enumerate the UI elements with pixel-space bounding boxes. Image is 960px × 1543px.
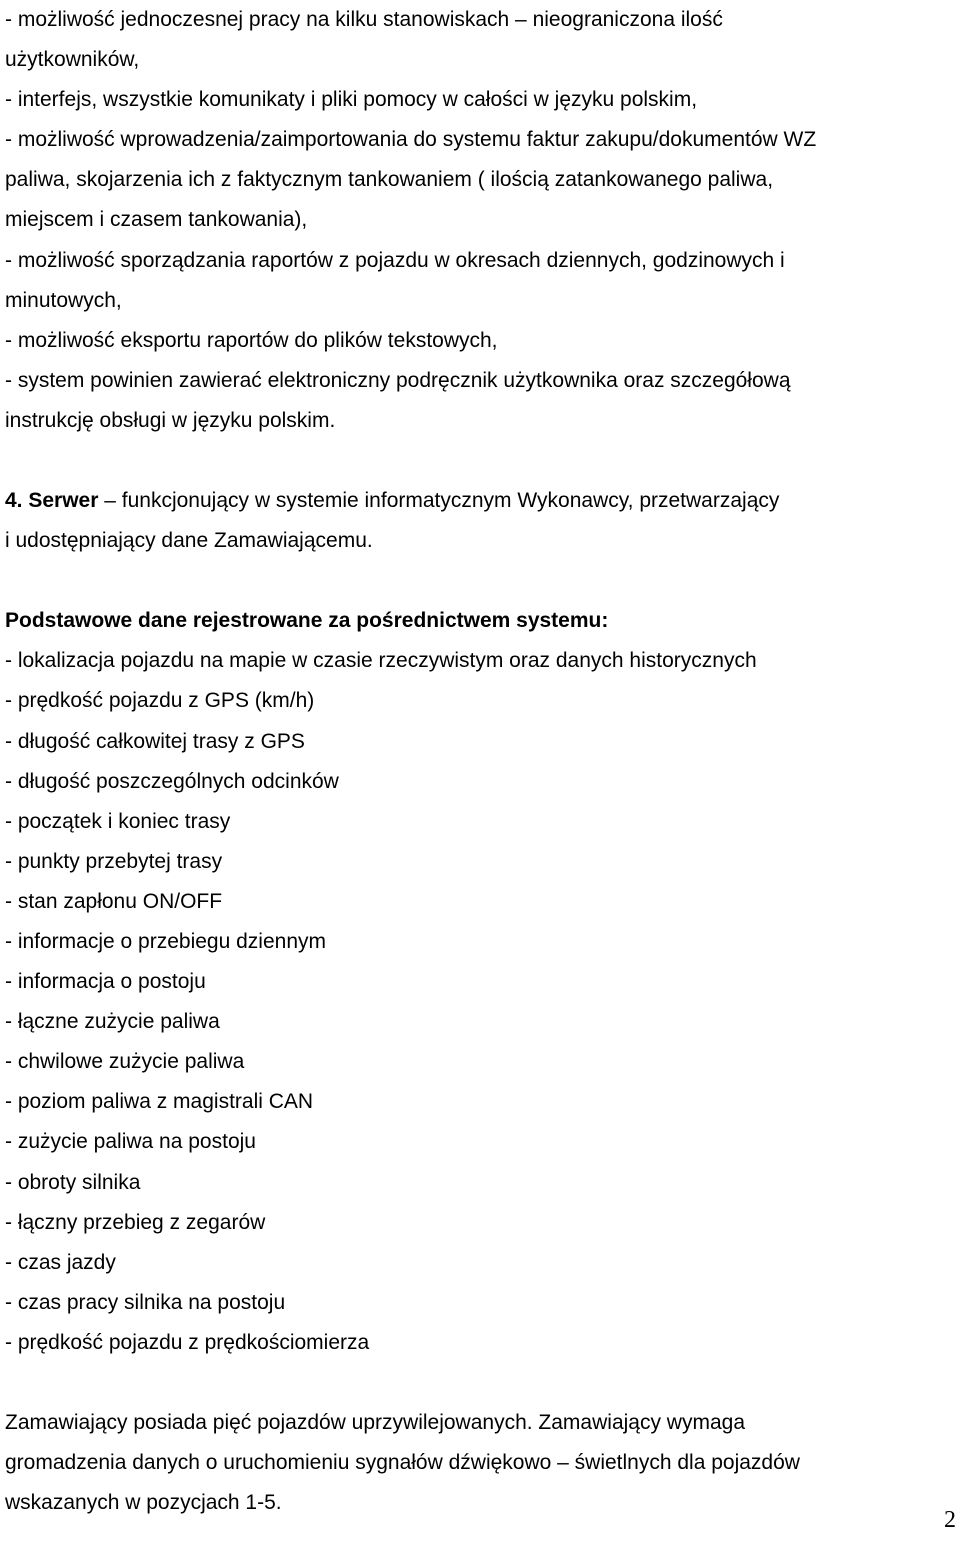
page-number: 2 — [944, 1507, 956, 1533]
intro-list — [5, 0, 950, 441]
list-item: - punkty przebytej trasy — [5, 849, 223, 873]
list-item: - informacje o przebiegu dziennym — [5, 929, 326, 953]
intro-line: - interfejs, wszystkie komunikaty i pliki pomocy w całości w języku polskim, — [5, 88, 698, 112]
intro-line: - możliwość sporządzania raportów z pojazdu w okresach dziennych, godzinowych i — [5, 248, 785, 272]
intro-line: minutowych, — [5, 288, 122, 312]
list-item: - początek i koniec trasy — [5, 809, 231, 833]
intro-line: - możliwość jednoczesnej pracy na kilku stanowiskach – nieograniczona ilość — [5, 8, 723, 31]
list-item: - długość poszczególnych odcinków — [5, 769, 339, 793]
spacer — [5, 561, 950, 601]
spacer — [5, 441, 950, 481]
server-text-1: – funkcjonujący w systemie informatycznym Wykonawcy, przetwarzający — [98, 489, 780, 513]
list-item: - obroty silnika — [5, 1170, 141, 1194]
closing-line: wskazanych w pozycjach 1-5. — [5, 1491, 282, 1515]
intro-line: paliwa, skojarzenia ich z faktycznym tankowaniem ( ilością zatankowanego paliwa, — [5, 168, 774, 192]
list-item: - chwilowe zużycie paliwa — [5, 1050, 245, 1074]
intro-line: - możliwość wprowadzenia/zaimportowania do systemu faktur zakupu/dokumentów WZ — [5, 128, 817, 152]
intro-line: instrukcję obsługi w języku polskim. — [5, 408, 336, 432]
intro-line: użytkowników, — [5, 48, 140, 72]
section-heading: Podstawowe dane rejestrowane za pośrednictwem systemu: — [5, 609, 609, 633]
list-item: - informacja o postoju — [5, 970, 206, 994]
intro-line: - możliwość eksportu raportów do plików tekstowych, — [5, 328, 498, 352]
intro-line: miejscem i czasem tankowania), — [5, 208, 308, 232]
closing-line: gromadzenia danych o uruchomieniu sygnałów dźwiękowo – świetlnych dla pojazdów — [5, 1451, 800, 1475]
list-item: - czas pracy silnika na postoju — [5, 1290, 286, 1314]
intro-line: - system powinien zawierać elektroniczny podręcznik użytkownika oraz szczegółową — [5, 368, 791, 392]
server-line-2: i udostępniający dane Zamawiającemu. — [5, 529, 373, 553]
document-page — [5, 0, 950, 1523]
list-item: - łączny przebieg z zegarów — [5, 1210, 266, 1234]
server-line-1 — [5, 481, 950, 521]
registered-data-section — [5, 601, 950, 1363]
list-item: - prędkość pojazdu z GPS (km/h) — [5, 689, 315, 713]
spacer — [5, 1363, 950, 1403]
list-item: - długość całkowitej trasy z GPS — [5, 729, 305, 753]
list-item: - stan zapłonu ON/OFF — [5, 889, 223, 913]
list-item: - czas jazdy — [5, 1250, 116, 1274]
list-item: - łączne zużycie paliwa — [5, 1010, 220, 1034]
list-item: - zużycie paliwa na postoju — [5, 1130, 256, 1154]
closing-line: Zamawiający posiada pięć pojazdów uprzywilejowanych. Zamawiający wymaga — [5, 1411, 745, 1434]
list-item: - poziom paliwa z magistrali CAN — [5, 1090, 314, 1114]
list-item: - lokalizacja pojazdu na mapie w czasie rzeczywistym oraz danych historycznych — [5, 649, 757, 673]
server-label: 4. Serwer — [5, 489, 99, 513]
closing-paragraph — [5, 1403, 950, 1523]
server-paragraph — [5, 481, 950, 561]
list-item: - prędkość pojazdu z prędkościomierza — [5, 1330, 370, 1354]
